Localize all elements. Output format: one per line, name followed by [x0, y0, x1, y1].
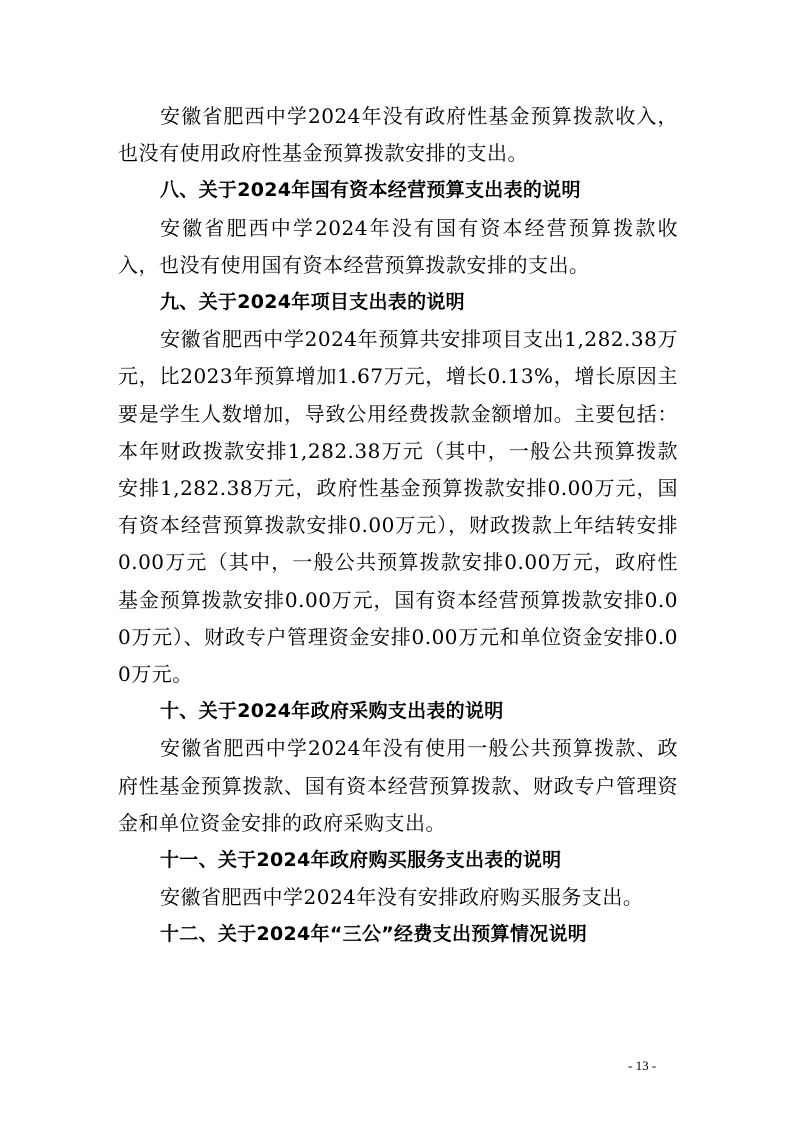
paragraph-government-fund: 安徽省肥西中学2024年没有政府性基金预算拨款收入，也没有使用政府性基金预算拨款安排的支出。 [118, 104, 678, 166]
paragraph-state-capital: 安徽省肥西中学2024年没有国有资本经营预算拨款收入，也没有使用国有资本经营预算拨款安排的支出。 [118, 215, 678, 277]
page-number: - 13 - [628, 1058, 657, 1073]
heading-section-12: 十二、关于2024年“三公”经费支出预算情况说明 [160, 923, 588, 946]
paragraph-project-expenditure: 安徽省肥西中学2024年预算共安排项目支出1,282.38万元，比2023年预算增加1.67万元，增长0.13%，增长原因主要是学生人数增加，导致公用经费拨款金额增加。主要包括：本年财政拨款安排1,282.38万元（其中，一般公共预算拨款安排1,282.38万元，政府性基金预算拨款安排0.00万元，国有资本经营预算拨款安排0.00万元），财政拨款上年结转安排0.00万元（其中，一般公共预算拨款安排0.00万元，政府性基金预算拨款安排0.00万元，国有资本经营预算拨款安排0.00万元）、财政专户管理资金安排0.00万元和单位资金安排0.00万元。 [118, 327, 678, 687]
document-body [118, 98, 678, 954]
paragraph-purchased-services: 安徽省肥西中学2024年没有安排政府购买服务支出。 [160, 885, 644, 910]
paragraph-government-procurement: 安徽省肥西中学2024年没有使用一般公共预算拨款、政府性基金预算拨款、国有资本经营预算拨款、财政专户管理资金和单位资金安排的政府采购支出。 [118, 736, 678, 835]
heading-section-8: 八、关于2024年国有资本经营预算支出表的说明 [160, 179, 581, 202]
heading-section-10: 十、关于2024年政府采购支出表的说明 [160, 700, 504, 723]
heading-section-11: 十一、关于2024年政府购买服务支出表的说明 [160, 849, 562, 872]
heading-section-9: 九、关于2024年项目支出表的说明 [160, 291, 465, 314]
